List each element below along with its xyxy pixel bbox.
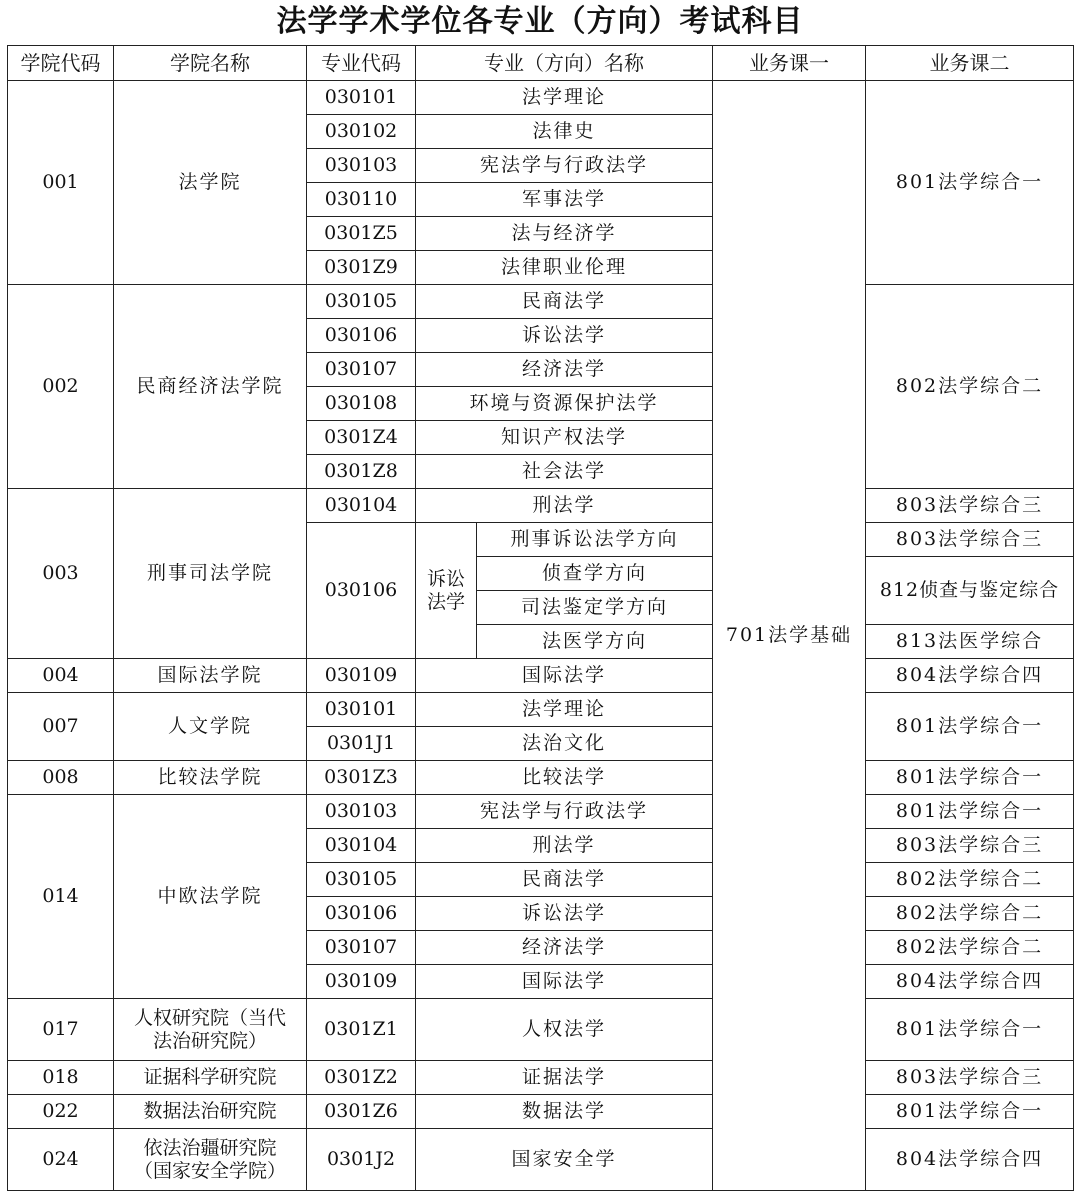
table-row	[8, 999, 1074, 1061]
course-2: 812侦查与鉴定综合	[866, 557, 1074, 625]
course-2: 802法学综合二	[866, 897, 1074, 931]
major-name: 民商法学	[416, 285, 713, 319]
major-code: 0301Z1	[307, 999, 416, 1061]
course-2: 801法学综合一	[866, 999, 1074, 1061]
course-2: 803法学综合三	[866, 1061, 1074, 1095]
table-row	[8, 489, 1074, 523]
major-name: 法律职业伦理	[416, 251, 713, 285]
major-name: 诉讼法学	[416, 319, 713, 353]
table-row	[8, 1095, 1074, 1129]
major-code: 030106	[307, 897, 416, 931]
college-name: 刑事司法学院	[114, 489, 307, 659]
major-code: 030106	[307, 523, 416, 659]
direction-name: 司法鉴定学方向	[477, 591, 713, 625]
college-name-line: 法治研究院）	[152, 1029, 267, 1052]
college-code: 018	[8, 1061, 114, 1095]
major-code: 030105	[307, 863, 416, 897]
major-name: 比较法学	[416, 761, 713, 795]
course-2: 801法学综合一	[866, 693, 1074, 761]
college-name: 数据法治研究院	[114, 1095, 307, 1129]
header-major-name: 专业（方向）名称	[416, 46, 713, 81]
college-code: 007	[8, 693, 114, 761]
course-2: 803法学综合三	[866, 829, 1074, 863]
major-code: 030103	[307, 149, 416, 183]
course-2: 801法学综合一	[866, 795, 1074, 829]
major-code: 0301Z6	[307, 1095, 416, 1129]
major-code: 030108	[307, 387, 416, 421]
major-code: 0301Z2	[307, 1061, 416, 1095]
header-college-name: 学院名称	[114, 46, 307, 81]
table-row	[8, 285, 1074, 319]
major-code: 0301J2	[307, 1129, 416, 1191]
course-1: 701法学基础	[713, 81, 866, 1191]
major-group-label-text: 诉讼法学	[426, 567, 465, 613]
college-name: 法学院	[114, 81, 307, 285]
college-name	[114, 999, 307, 1061]
major-name: 经济法学	[416, 353, 713, 387]
major-code: 030102	[307, 115, 416, 149]
college-name: 民商经济法学院	[114, 285, 307, 489]
course-2: 801法学综合一	[866, 761, 1074, 795]
major-code: 0301J1	[307, 727, 416, 761]
major-code: 0301Z3	[307, 761, 416, 795]
direction-name: 法医学方向	[477, 625, 713, 659]
header-course-1: 业务课一	[713, 46, 866, 81]
major-name: 国家安全学	[416, 1129, 713, 1191]
major-name: 刑法学	[416, 829, 713, 863]
college-name: 人文学院	[114, 693, 307, 761]
major-name: 法治文化	[416, 727, 713, 761]
course-2: 804法学综合四	[866, 659, 1074, 693]
header-row	[8, 46, 1074, 81]
major-code: 030104	[307, 829, 416, 863]
page-title: 法学学术学位各专业（方向）考试科目	[276, 4, 804, 39]
table-row	[8, 761, 1074, 795]
college-name: 比较法学院	[114, 761, 307, 795]
course-2: 801法学综合一	[866, 81, 1074, 285]
college-code: 024	[8, 1129, 114, 1191]
college-name: 国际法学院	[114, 659, 307, 693]
table-row	[8, 795, 1074, 829]
course-2: 801法学综合一	[866, 1095, 1074, 1129]
major-name: 法律史	[416, 115, 713, 149]
major-code: 030101	[307, 81, 416, 115]
direction-name: 刑事诉讼法学方向	[477, 523, 713, 557]
major-code: 0301Z4	[307, 421, 416, 455]
major-code: 030104	[307, 489, 416, 523]
major-name: 经济法学	[416, 931, 713, 965]
college-code: 014	[8, 795, 114, 999]
college-name-line: 人权研究院（当代	[133, 1006, 286, 1029]
table-row	[8, 659, 1074, 693]
major-code: 030109	[307, 659, 416, 693]
major-name: 诉讼法学	[416, 897, 713, 931]
major-code: 0301Z9	[307, 251, 416, 285]
direction-name: 侦查学方向	[477, 557, 713, 591]
course-2: 802法学综合二	[866, 863, 1074, 897]
table-row	[8, 1129, 1074, 1191]
major-name: 国际法学	[416, 659, 713, 693]
major-code: 030107	[307, 931, 416, 965]
major-group-label	[416, 523, 477, 659]
college-name: 证据科学研究院	[114, 1061, 307, 1095]
major-name: 法学理论	[416, 81, 713, 115]
major-name: 社会法学	[416, 455, 713, 489]
major-name: 证据法学	[416, 1061, 713, 1095]
exam-subjects-table	[7, 45, 1074, 1191]
course-2: 804法学综合四	[866, 1129, 1074, 1191]
major-code: 030106	[307, 319, 416, 353]
college-name	[114, 1129, 307, 1191]
major-code: 0301Z8	[307, 455, 416, 489]
major-name: 民商法学	[416, 863, 713, 897]
course-2: 802法学综合二	[866, 285, 1074, 489]
major-name: 刑法学	[416, 489, 713, 523]
header-college-code: 学院代码	[8, 46, 114, 81]
college-code: 008	[8, 761, 114, 795]
college-code: 003	[8, 489, 114, 659]
college-name-line: 依法治疆研究院	[143, 1136, 277, 1159]
major-name: 法学理论	[416, 693, 713, 727]
course-2: 803法学综合三	[866, 489, 1074, 523]
course-2: 804法学综合四	[866, 965, 1074, 999]
college-code: 017	[8, 999, 114, 1061]
major-code: 030103	[307, 795, 416, 829]
major-name: 法与经济学	[416, 217, 713, 251]
table-row	[8, 693, 1074, 727]
major-name: 军事法学	[416, 183, 713, 217]
major-name: 数据法学	[416, 1095, 713, 1129]
major-name: 人权法学	[416, 999, 713, 1061]
major-name: 国际法学	[416, 965, 713, 999]
table-row	[8, 1061, 1074, 1095]
course-2: 803法学综合三	[866, 523, 1074, 557]
course-2: 802法学综合二	[866, 931, 1074, 965]
college-code: 001	[8, 81, 114, 285]
major-code: 030110	[307, 183, 416, 217]
table-row	[8, 81, 1074, 115]
college-name: 中欧法学院	[114, 795, 307, 999]
course-2: 813法医学综合	[866, 625, 1074, 659]
major-code: 030109	[307, 965, 416, 999]
header-course-2: 业务课二	[866, 46, 1074, 81]
college-name-line: （国家安全学院）	[133, 1159, 286, 1182]
college-code: 022	[8, 1095, 114, 1129]
header-major-code: 专业代码	[307, 46, 416, 81]
major-code: 030105	[307, 285, 416, 319]
college-code: 004	[8, 659, 114, 693]
major-name: 环境与资源保护法学	[416, 387, 713, 421]
major-name: 宪法学与行政法学	[416, 149, 713, 183]
major-code: 0301Z5	[307, 217, 416, 251]
major-code: 030101	[307, 693, 416, 727]
major-name: 宪法学与行政法学	[416, 795, 713, 829]
major-code: 030107	[307, 353, 416, 387]
college-code: 002	[8, 285, 114, 489]
major-name: 知识产权法学	[416, 421, 713, 455]
